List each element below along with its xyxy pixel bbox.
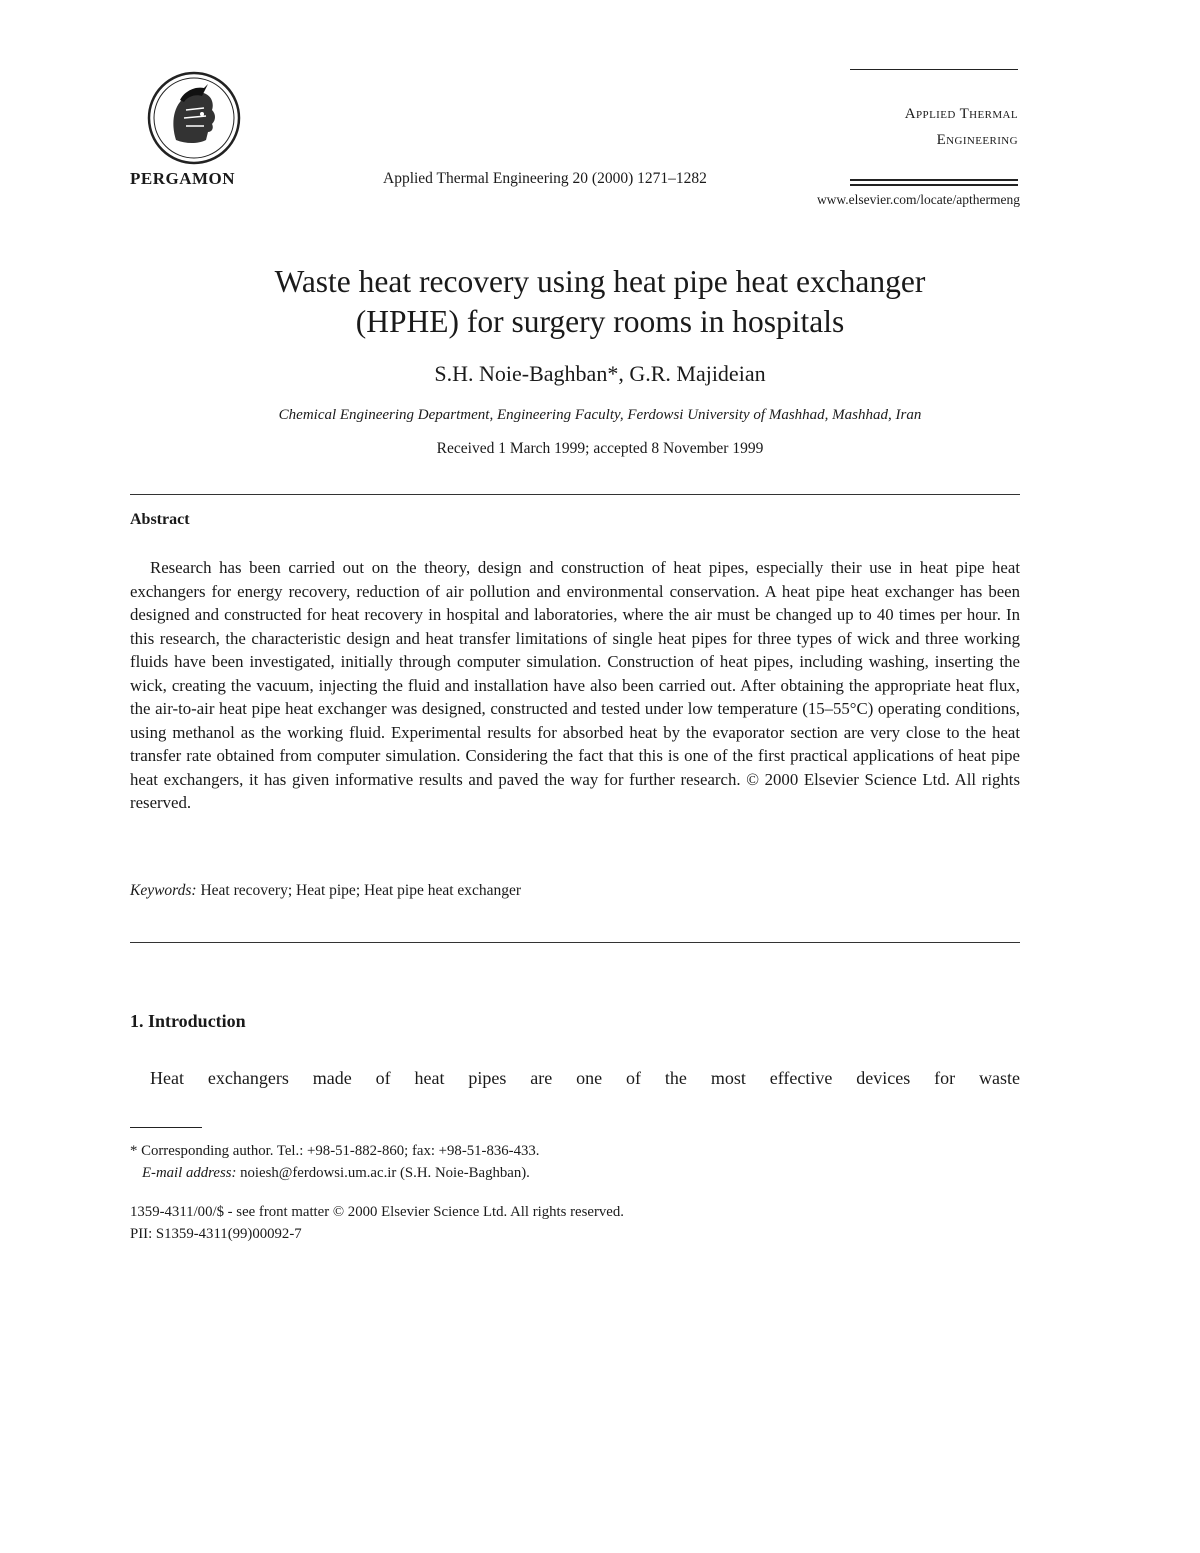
article-title-line1: Waste heat recovery using heat pipe heat exchanger: [274, 264, 926, 299]
article-title-line2: (HPHE) for surgery rooms in hospitals: [355, 304, 845, 339]
footnote-email-label: E-mail address:: [142, 1165, 237, 1181]
introduction-text: Heat exchangers made of heat pipes are one of the most effective devices for waste: [150, 1068, 1020, 1088]
keywords-label: Keywords:: [130, 882, 197, 899]
author-list: S.H. Noie-Baghban*, G.R. Majideian: [434, 361, 766, 386]
journal-citation: Applied Thermal Engineering 20 (2000) 1271–1282: [383, 170, 707, 187]
pii-line: PII: S1359-4311(99)00092-7: [130, 1226, 302, 1242]
received-dates: Received 1 March 1999; accepted 8 November 1999: [436, 440, 764, 457]
masthead-rule-top: [850, 69, 1018, 70]
footnote-email-line: [130, 1162, 540, 1184]
abstract-heading: Abstract: [130, 511, 190, 528]
article-title: [100, 262, 1100, 342]
author-affiliation: Chemical Engineering Department, Engineering Faculty, Ferdowsi University of Mashhad, Mashhad, Iran: [278, 407, 922, 423]
journal-url[interactable]: www.elsevier.com/locate/apthermeng: [816, 192, 1020, 207]
masthead-rule-double: [850, 179, 1018, 186]
publisher-logo: [146, 70, 242, 166]
corresponding-author-footnote: [130, 1140, 540, 1184]
abstract-top-rule: [130, 494, 1020, 495]
section-heading-introduction: 1. Introduction: [130, 1011, 246, 1031]
journal-name-line2: Engineering: [936, 132, 1018, 148]
footnote-rule: [130, 1127, 202, 1128]
footnote-contact: * Corresponding author. Tel.: +98-51-882-860; fax: +98-51-836-433.: [130, 1143, 540, 1159]
publisher-name: PERGAMON: [130, 169, 236, 188]
footnote-email[interactable]: noiesh@ferdowsi.um.ac.ir (S.H. Noie-Baghban).: [240, 1165, 530, 1181]
abstract-bottom-rule: [130, 942, 1020, 943]
journal-name-line1: Applied Thermal: [904, 106, 1018, 122]
keywords: [130, 882, 521, 900]
issn-line: 1359-4311/00/$ - see front matter © 2000 Elsevier Science Ltd. All rights reserved.: [130, 1204, 624, 1220]
front-matter: [130, 1201, 624, 1245]
journal-name: [850, 101, 1018, 153]
abstract-text: Research has been carried out on the theory, design and construction of heat pipes, especially their use in heat pipe heat exchangers for energy recovery, reduction of air pollution and environmental conservation. A heat pipe heat exchanger has been designed and constructed for heat recovery in hospital and laboratories, where the air must be changed up to 40 times per hour. In this research, the characteristic design and heat transfer limitations of single heat pipes for three types of wick and three working fluids have been investigated, initially through computer simulation. Construction of heat pipes, including washing, inserting the wick, creating the vacuum, injecting the fluid and installation have also been carried out. After obtaining the appropriate heat flux, the air-to-air heat pipe heat exchanger was designed, constructed and tested under low temperature (15–55°C) operating conditions, using methanol as the working fluid. Experimental results for absorbed heat by the evaporator section are very close to the heat transfer rate obtained from computer simulation. Considering the fact that this is one of the first practical applications of heat pipe heat exchangers, it has given informative results and paved the way for further research. © 2000 Elsevier Science Ltd. All rights reserved.: [130, 558, 1020, 812]
keywords-list: Heat recovery; Heat pipe; Heat pipe heat exchanger: [200, 882, 522, 899]
